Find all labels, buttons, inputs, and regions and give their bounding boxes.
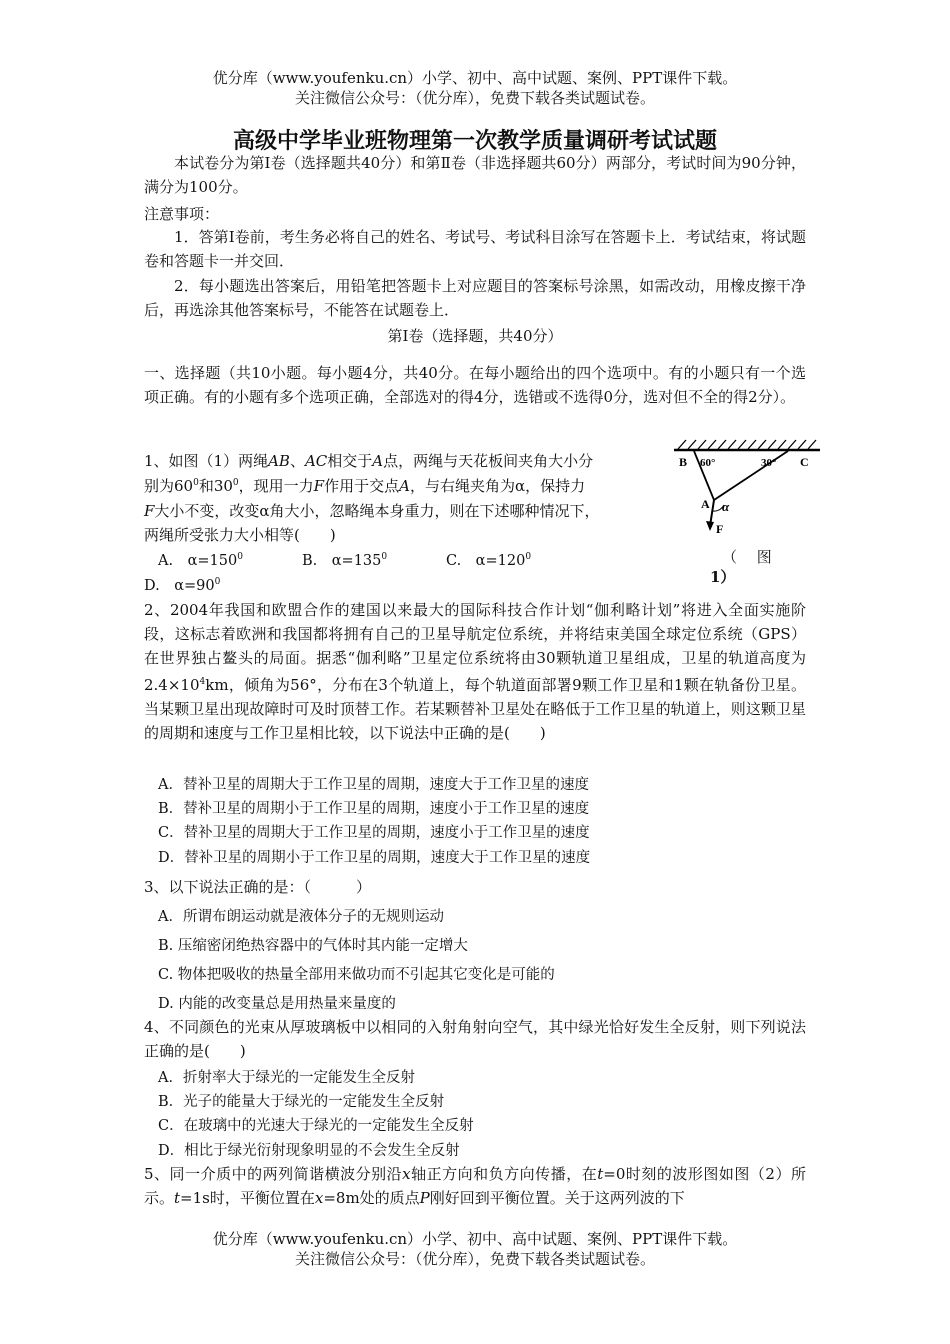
q4-stem: 4、不同颜色的光束从厚玻璃板中以相同的入射角射向空气，其中绿光恰好发生全反射，则下列说法正确的是( ): [144, 1018, 806, 1060]
q1-option-a: A. $\alpha=150^0$: [158, 552, 243, 569]
header-line-1: 优分库（www.youfenku.cn）小学、初中、高中试题、案例、PPT课件下载。: [212, 69, 738, 87]
label-f: F: [716, 522, 724, 536]
q1-line-2: 别为$60^0$和$30^0$，现用一力F作用于交点A，与右绳夹角为α，保持力: [144, 477, 586, 495]
q4-option-a: A．折射率大于绿光的一定能发生全反射: [158, 1070, 415, 1086]
page-title: 高级中学毕业班物理第一次教学质量调研考试试题: [232, 128, 717, 154]
figure-1-caption-a: （ 图: [722, 548, 772, 566]
section-title: 第Ⅰ卷（选择题，共40分）: [387, 327, 563, 345]
q2-option-b: B．替补卫星的周期小于工作卫星的周期，速度小于工作卫星的速度: [158, 801, 590, 817]
q3-stem: 3、以下说法正确的是：（ ）: [144, 878, 372, 896]
note-1: 1．答第Ⅰ卷前，考生务必将自己的姓名、考试号、考试科目涂写在答题卡上．考试结束，将试题卷和答题卡一并交回．: [144, 228, 806, 270]
q1-line-4: 两绳所受张力大小相等( ): [144, 526, 336, 544]
label-alpha: α: [722, 499, 730, 514]
footer-line-2: 关注微信公众号：（优分库），免费下载各类试题试卷。: [294, 1250, 655, 1268]
q3-option-a: A．所谓布朗运动就是液体分子的无规则运动: [158, 909, 444, 925]
figure-1-caption-b: 1）: [710, 568, 736, 586]
label-a: A: [701, 497, 710, 511]
header-line-2: 关注微信公众号：（优分库），免费下载各类试题试卷。: [294, 89, 655, 107]
q2-option-d: D．替补卫星的周期小于工作卫星的周期，速度大于工作卫星的速度: [158, 850, 591, 866]
q3-option-d: D. 内能的改变量总是用热量来量度的: [158, 996, 396, 1012]
q1-option-d: D. $\alpha=90^0$: [144, 577, 221, 594]
q3-option-b: B. 压缩密闭绝热容器中的气体时其内能一定增大: [158, 938, 468, 954]
q1-option-c: C. $\alpha=120^0$: [446, 552, 532, 569]
q4-option-d: D．相比于绿光衍射现象明显的不会发生全反射: [158, 1143, 460, 1159]
q2-stem: 2、2004年我国和欧盟合作的建国以来最大的国际科技合作计划“伽利略计划”将进入全面实施阶段，这标志着欧洲和我国都将拥有自己的卫星导航定位系统，并将结束美国全球定位系统（GPS）在世界独占鳌头的局面。据悉“伽利略”卫星定位系统将由30颗轨道卫星组成，卫星的轨道高度为$2.4\times 10^4km$，倾角为56°，分布在3个轨道上，每个轨道面部署9颗工作卫星和1颗在轨备份卫星。当某颗卫星出现故障时可及时顶替工作。若某颗替补卫星处在略低于工作卫星的轨道上，则这颗卫星的周期和速度与工作卫星相比较，以下说法中正确的是( ): [144, 601, 806, 742]
q4-option-b: B．光子的能量大于绿光的一定能发生全反射: [158, 1094, 445, 1110]
q2-option-c: C．替补卫星的周期大于工作卫星的周期，速度小于工作卫星的速度: [158, 825, 590, 841]
rope-ac: [714, 451, 788, 500]
q5-stem: 5、同一介质中的两列简谐横波分别沿x轴正方向和负方向传播，在t=0时刻的波形图如图（2）所示。t=1s时，平衡位置在x=8m处的质点P刚好回到平衡位置。关于这两列波的下: [144, 1165, 806, 1207]
q1-line-3: F大小不变，改变α角大小，忽略绳本身重力，则在下述哪种情况下，: [144, 502, 600, 520]
q4-option-c: C．在玻璃中的光速大于绿光的一定能发生全反射: [158, 1118, 474, 1134]
force-f-arrowhead: [706, 521, 714, 531]
label-b: B: [679, 455, 688, 469]
ceiling-hatching: [678, 440, 816, 449]
q2-option-a: A．替补卫星的周期大于工作卫星的周期，速度大于工作卫星的速度: [158, 777, 589, 793]
label-60: 60°: [700, 457, 716, 469]
label-30: 30°: [761, 457, 777, 469]
notes-label: 注意事项：: [144, 205, 220, 223]
q1-line-1: 1、如图（1）两绳AB、AC相交于A点，两绳与天花板间夹角大小分: [144, 452, 594, 470]
intro-paragraph: 本试卷分为第Ⅰ卷（选择题共40分）和第Ⅱ卷（非选择题共60分）两部分，考试时间为90分钟，满分为100分。: [144, 154, 806, 196]
note-2: 2．每小题选出答案后，用铅笔把答题卡上对应题目的答案标号涂黑，如需改动，用橡皮擦干净后，再选涂其他答案标号，不能答在试题卷上．: [144, 277, 806, 319]
label-c: C: [800, 455, 809, 469]
part-one-instructions: 一、选择题（共10小题。每小题4分，共40分。在每小题给出的四个选项中。有的小题只有一个选项正确。有的小题有多个选项正确，全部选对的得4分，选错或不选得0分，选对但不全的得2分）。: [144, 364, 806, 406]
figure-1-diagram: [670, 436, 825, 546]
q3-option-c: C. 物体把吸收的热量全部用来做功而不引起其它变化是可能的: [158, 967, 555, 983]
footer-line-1: 优分库（www.youfenku.cn）小学、初中、高中试题、案例、PPT课件下载。: [212, 1230, 738, 1248]
q1-option-b: B. $\alpha=135^0$: [302, 552, 388, 569]
